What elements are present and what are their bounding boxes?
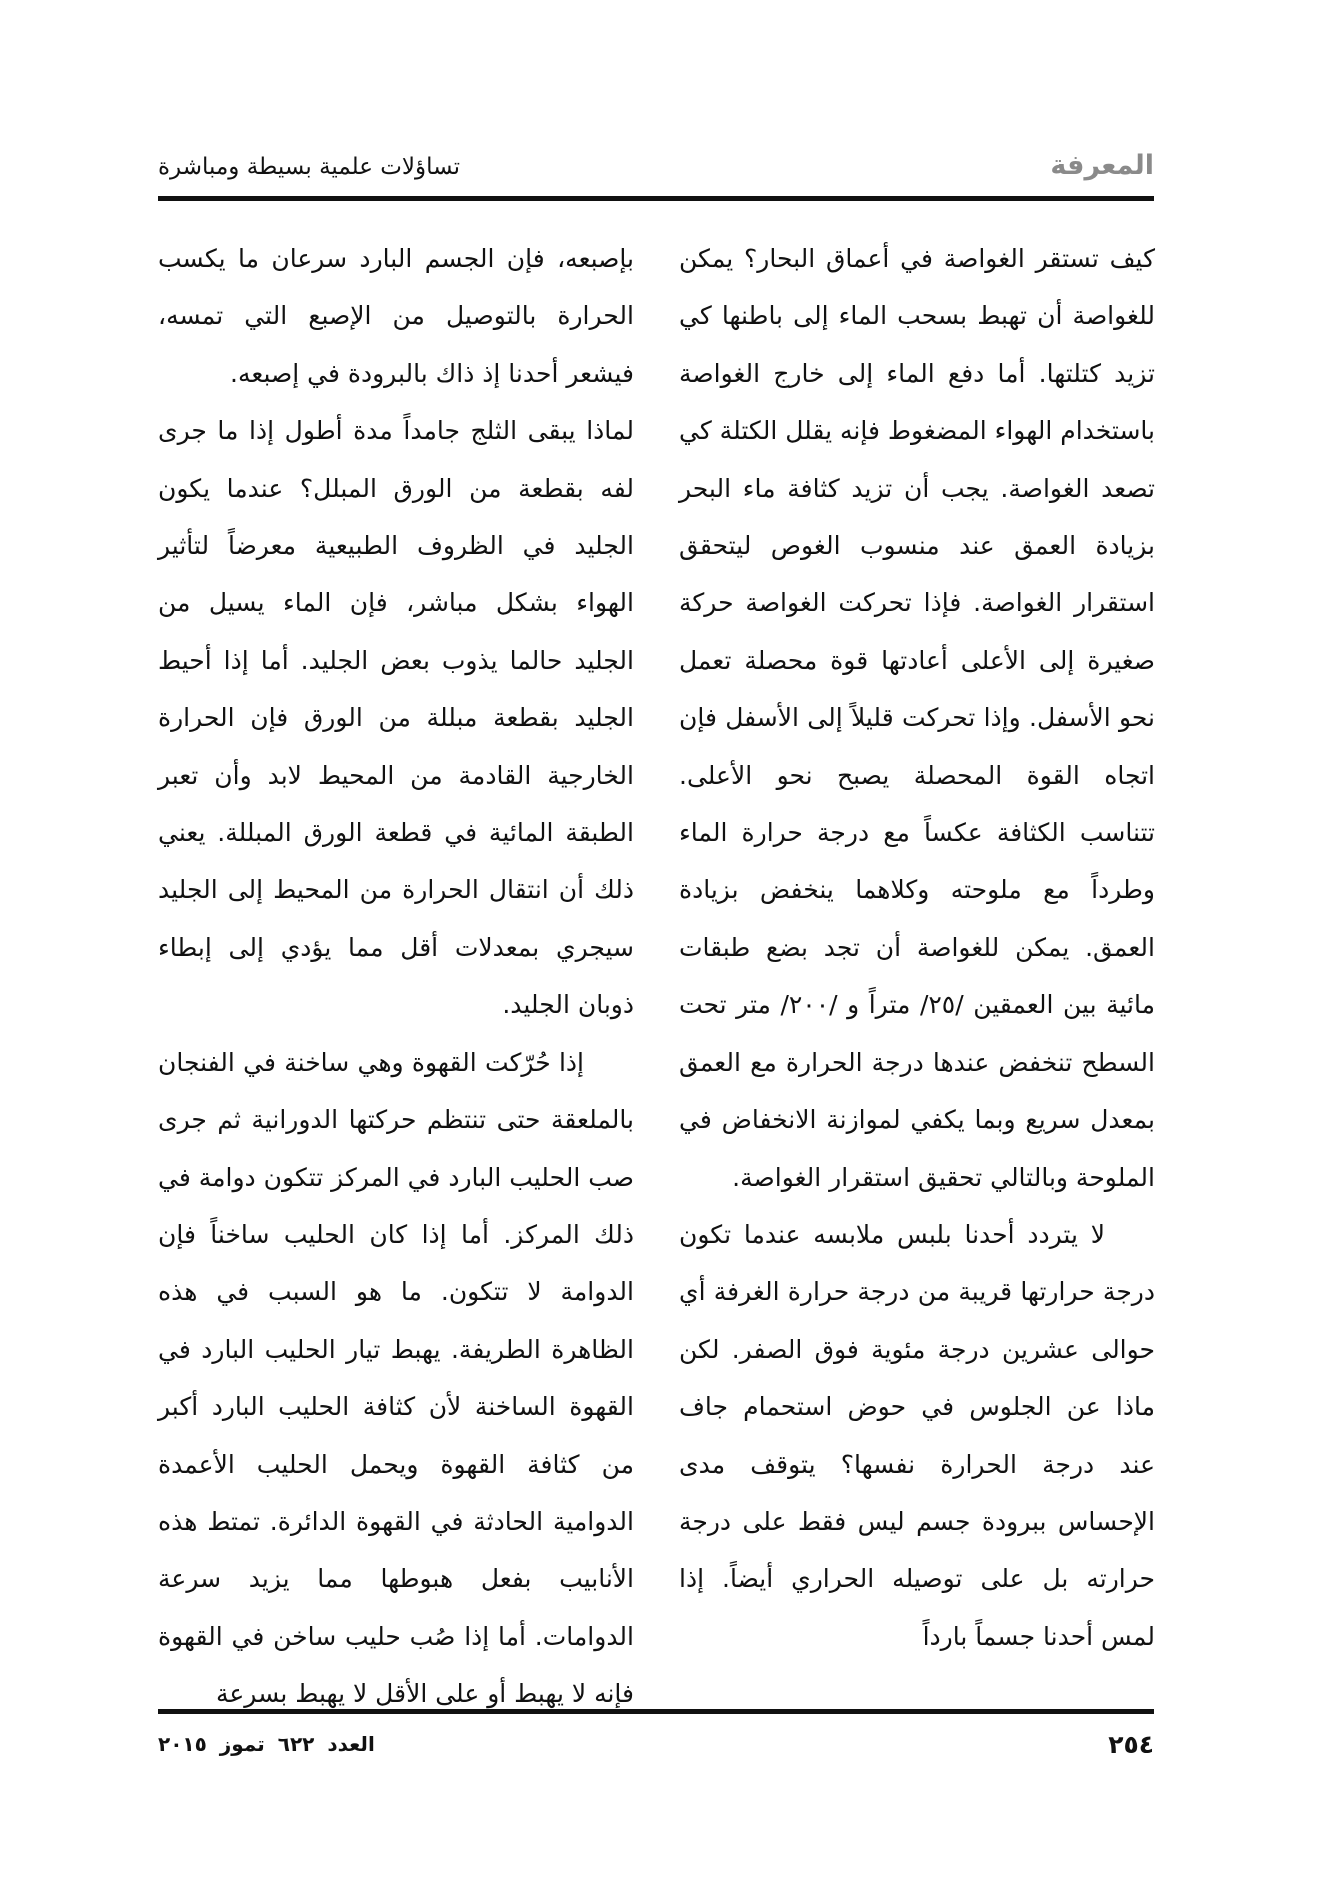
header-divider [158, 196, 1154, 201]
paragraph-coffee-milk: إذا حُرّكت القهوة وهي ساخنة في الفنجان بالملعقة حتى تنتظم حركتها الدورانية ثم جرى صب الحليب البارد في المركز تتكون دوامة في ذلك المركز. أما إذا كان الحليب ساخناً فإن الدوامة لا تتكون. ما هو السبب في هذه الظاهرة الطريفة. يهبط تيار الحليب البارد في القهوة الساخنة لأن كثافة الحليب البارد أكبر من كثافة القهوة ويحمل الحليب الأعمدة الدوامية الحادثة في القهوة الدائرة. تمتط هذه الأنابيب بفعل هبوطها مما يزيد سرعة الدوامات. أما إذا صُب حليب ساخن في القهوة فإنه لا يهبط أو على الأقل لا يهبط بسرعة [157, 1047, 634, 1709]
paragraph-ice-paper: لماذا يبقى الثلج جامداً مدة أطول إذا ما جرى لفه بقطعة من الورق المبلل؟ عندما يكون الجليد في الظروف الطبيعية معرضاً لتأثير الهواء بشكل مباشر، فإن الماء يسيل من الجليد حالما يذوب بعض الجليد. أما إذا أحيط الجليد بقطعة مبللة من الورق فإن الحرارة الخارجية القادمة من المحيط لابد وأن تعبر الطبقة المائية في قطعة الورق المبللة. يعني ذلك أن انتقال الحرارة من المحيط إلى الجليد سيجري بمعدلات أقل مما يؤدي إلى إبطاء ذوبان الجليد. [158, 416, 634, 1020]
paragraph-submarine: كيف تستقر الغواصة في أعماق البحار؟ يمكن للغواصة أن تهبط بسحب الماء إلى باطنها كي تزيد كتلتها. أما دفع الماء إلى خارج الغواصة باستخدام الهواء المضغوط فإنه يقلل الكتلة كي تصعد الغواصة. يجب أن تزيد كثافة ماء البحر بزيادة العمق عند منسوب الغوص ليتحقق استقرار الغواصة. فإذا تحركت الغواصة حركة صغيرة إلى الأعلى أعادتها قوة محصلة تعمل نحو الأسفل. وإذا تحركت قليلاً إلى الأسفل فإن اتجاه القوة المحصلة يصبح نحو الأعلى. تتناسب الكثافة عكساً مع درجة حرارة الماء وطرداً مع ملوحته وكلاهما ينخفض بزيادة العمق. يمكن للغواصة أن تجد بضع طبقات مائية بين العمقين /٢٥/ متراً و /٢٠٠/ متر تحت السطح تنخفض عندها درجة الحرارة مع العمق بمعدل سريع وبما يكفي لموازنة الانخفاض في الملوحة وبالتالي تحقيق استقرار الغواصة. [678, 244, 1155, 1192]
left-column [157, 230, 634, 1709]
page-header [158, 150, 1154, 194]
paragraph-clothes-bathtub: لا يتردد أحدنا بلبس ملابسه عندما تكون درجة حرارتها قريبة من درجة حرارة الغرفة أي حوالى عشرين درجة مئوية فوق الصفر. لكن ماذا عن الجلوس في حوض استحمام جاف عند درجة الحرارة نفسها؟ يتوقف مدى الإحساس ببرودة جسم ليس فقط على درجة حرارته بل على توصيله الحراري أيضاً. إذا لمس أحدنا جسماً بارداً [679, 1219, 1155, 1651]
section-title: تساؤلات علمية بسيطة ومباشرة [158, 154, 461, 180]
magazine-logo: المعرفة [1050, 150, 1154, 181]
right-column [679, 230, 1155, 1700]
page-number: ٢٥٤ [1108, 1730, 1154, 1759]
footer-divider [158, 1709, 1154, 1714]
page-footer [158, 1730, 1154, 1770]
issue-info: العدد ٦٢٢ تموز ٢٠١٥ [158, 1732, 375, 1756]
paragraph-finger-continuation: بإصبعه، فإن الجسم البارد سرعان ما يكسب الحرارة بالتوصيل من الإصبع التي تمسه، فيشعر أحدنا إذ ذاك بالبرودة في إصبعه. [158, 244, 634, 388]
